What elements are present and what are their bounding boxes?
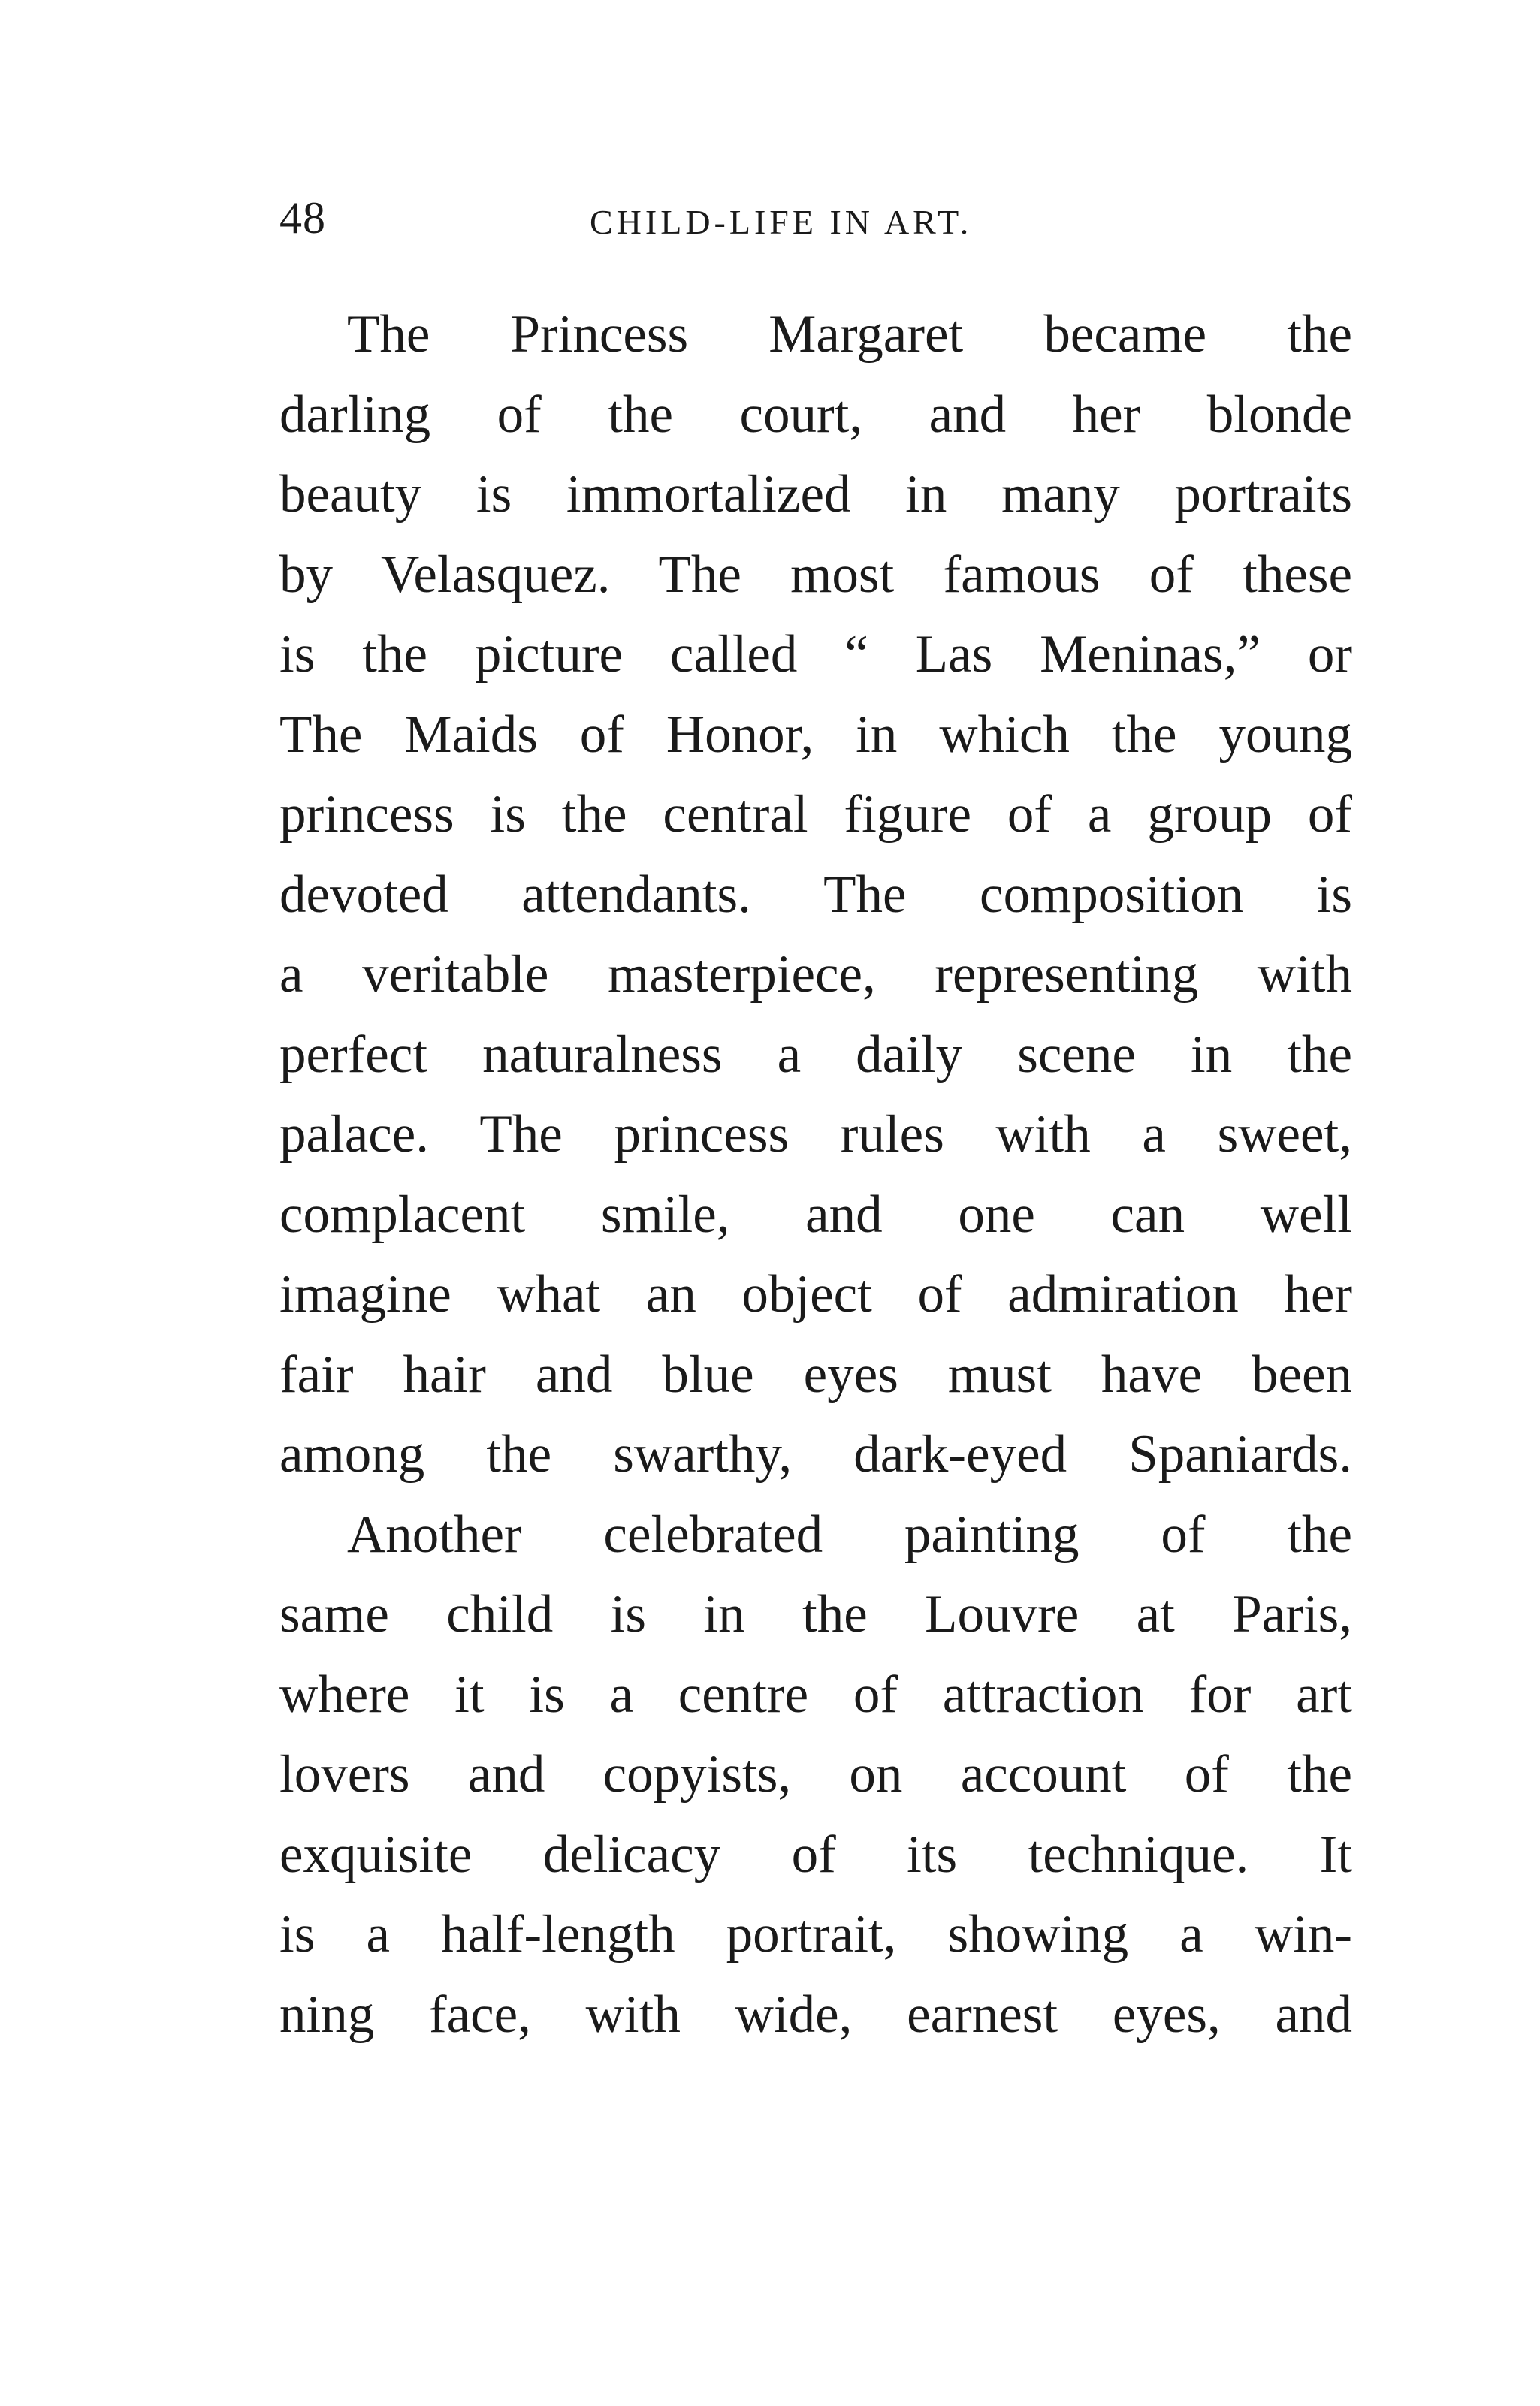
paragraph-1-line: is the picture called “ Las Meninas,” or — [279, 625, 1352, 684]
paragraph-2-line: lovers and copyists, on account of the — [279, 1745, 1352, 1804]
paragraph-1-line: darling of the court, and her blonde — [279, 385, 1352, 444]
paragraph-2-line: where it is a centre of attraction for art — [279, 1665, 1352, 1724]
paragraph-1-line: a veritable masterpiece, representing with — [279, 945, 1352, 1004]
paragraph-2-line: is a half-length portrait, showing a win- — [279, 1905, 1352, 1964]
paragraph-2-line: exquisite delicacy of its technique. It — [279, 1825, 1352, 1884]
running-title: CHILD-LIFE IN ART. — [590, 203, 973, 241]
paragraph-1-line: palace. The princess rules with a sweet, — [279, 1105, 1352, 1164]
paragraph-1-line: perfect naturalness a daily scene in the — [279, 1025, 1352, 1084]
paragraph-1-line: among the swarthy, dark-eyed Spaniards. — [279, 1425, 1352, 1484]
paragraph-1-line: princess is the central figure of a group of — [279, 785, 1352, 844]
paragraph-1-line: The Maids of Honor, in which the young — [279, 705, 1352, 764]
paragraph-1-line: The Princess Margaret became the — [347, 305, 1352, 364]
paragraph-2-line: Another celebrated painting of the — [347, 1505, 1352, 1564]
paragraph-2-line: ning face, with wide, earnest eyes, and — [279, 1985, 1352, 2044]
paragraph-1-line: devoted attendants. The composition is — [279, 865, 1352, 924]
paragraph-1-line: imagine what an object of admiration her — [279, 1265, 1352, 1324]
paragraph-1-line: beauty is immortalized in many portraits — [279, 465, 1352, 524]
paragraph-2-line: same child is in the Louvre at Paris, — [279, 1585, 1352, 1644]
paragraph-1-line: by Velasquez. The most famous of these — [279, 545, 1352, 604]
body-text — [279, 294, 1352, 2054]
page-number: 48 — [279, 193, 326, 243]
running-head — [270, 188, 1352, 248]
paragraph-1-line: complacent smile, and one can well — [279, 1185, 1352, 1244]
paragraph-1-line: fair hair and blue eyes must have been — [279, 1345, 1352, 1404]
